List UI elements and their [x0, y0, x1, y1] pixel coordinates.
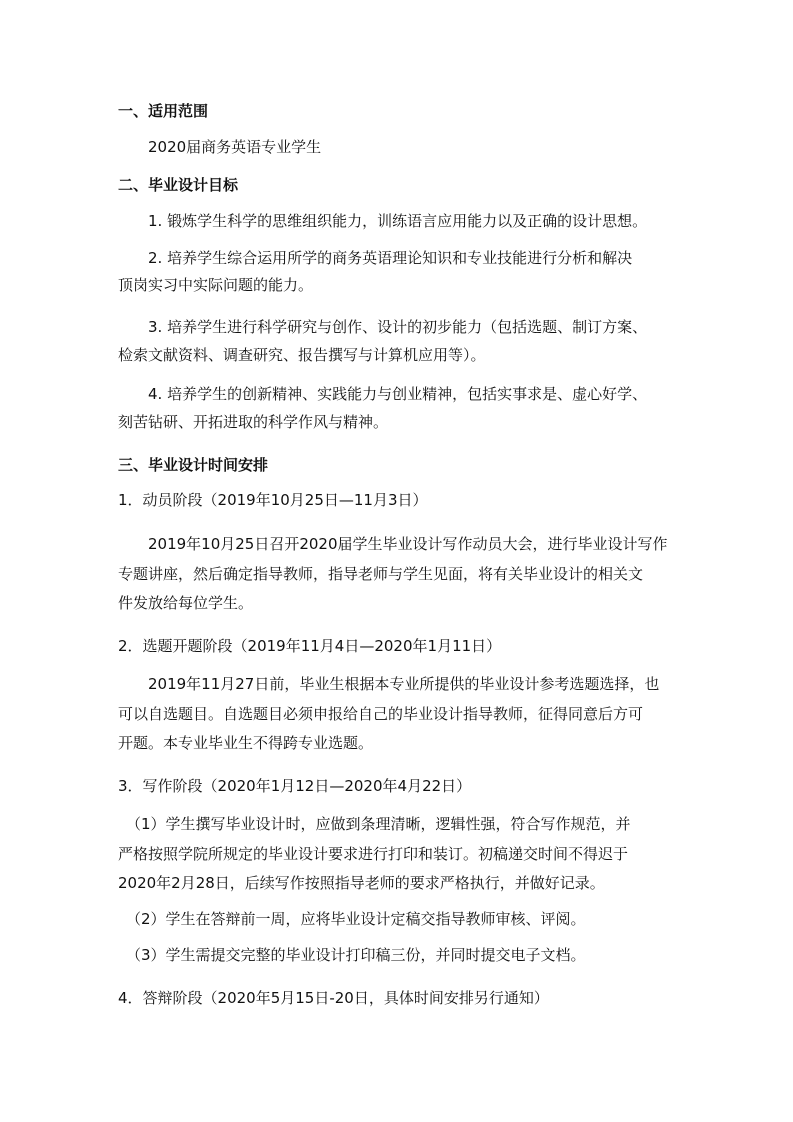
- stage-1-text-line-1: 2019年10月25日召开2020届学生毕业设计写作动员大会，进行毕业设计写作: [148, 535, 668, 553]
- stage-2-text-line-2: 可以自选题目。自选题目必须申报给自己的毕业设计指导教师，征得同意后方可: [118, 705, 644, 723]
- goal-item-1: 1. 锻炼学生科学的思维组织能力，训练语言应用能力以及正确的设计思想。: [148, 212, 648, 230]
- goal-item-3-line-2: 检索文献资料、调查研究、报告撰写与计算机应用等）。: [118, 346, 486, 364]
- stage-3-item-1-line-1: （1）学生撰写毕业设计时，应做到条理清晰，逻辑性强，符合写作规范，并: [126, 815, 631, 833]
- stage-1-text-line-3: 件发放给每位学生。: [118, 594, 254, 612]
- stage-3-item-2: （2）学生在答辩前一周，应将毕业设计定稿交指导教师审核、评阅。: [126, 910, 586, 928]
- stage-1-heading: 1．动员阶段（2019年10月25日—11月3日）: [118, 491, 428, 509]
- section-heading-goals: 二、毕业设计目标: [118, 176, 239, 194]
- goal-item-2-line-1: 2. 培养学生综合运用所学的商务英语理论知识和专业技能进行分析和解决: [148, 249, 633, 267]
- stage-1-text-line-2: 专题讲座，然后确定指导教师，指导老师与学生见面，将有关毕业设计的相关文: [118, 565, 644, 583]
- goal-item-4-line-2: 刻苦钻研、开拓进取的科学作风与精神。: [118, 413, 389, 431]
- stage-3-item-1-line-2: 严格按照学院所规定的毕业设计要求进行打印和装订。初稿递交时间不得迟于: [118, 845, 629, 863]
- goal-item-3-line-1: 3. 培养学生进行科学研究与创作、设计的初步能力（包括选题、制订方案、: [148, 318, 648, 336]
- goal-item-2-line-2: 顶岗实习中实际问题的能力。: [118, 276, 314, 294]
- stage-2-text-line-1: 2019年11月27日前，毕业生根据本专业所提供的毕业设计参考选题选择，也: [148, 675, 660, 693]
- goal-item-4-line-1: 4. 培养学生的创新精神、实践能力与创业精神，包括实事求是、虚心好学、: [148, 385, 648, 403]
- scope-text: 2020届商务英语专业学生: [148, 138, 322, 156]
- stage-4-heading: 4．答辩阶段（2020年5月15日-20日，具体时间安排另行通知）: [118, 989, 549, 1007]
- stage-3-item-3: （3）学生需提交完整的毕业设计打印稿三份，并同时提交电子文档。: [126, 946, 586, 964]
- section-heading-scope: 一、适用范围: [118, 102, 209, 120]
- stage-3-item-1-line-3: 2020年2月28日，后续写作按照指导老师的要求严格执行，并做好记录。: [118, 874, 605, 892]
- stage-2-heading: 2．选题开题阶段（2019年11月4日—2020年1月11日）: [118, 637, 502, 655]
- stage-3-heading: 3．写作阶段（2020年1月12日—2020年4月22日）: [118, 777, 472, 795]
- section-heading-schedule: 三、毕业设计时间安排: [118, 456, 269, 474]
- stage-2-text-line-3: 开题。本专业毕业生不得跨专业选题。: [118, 734, 374, 752]
